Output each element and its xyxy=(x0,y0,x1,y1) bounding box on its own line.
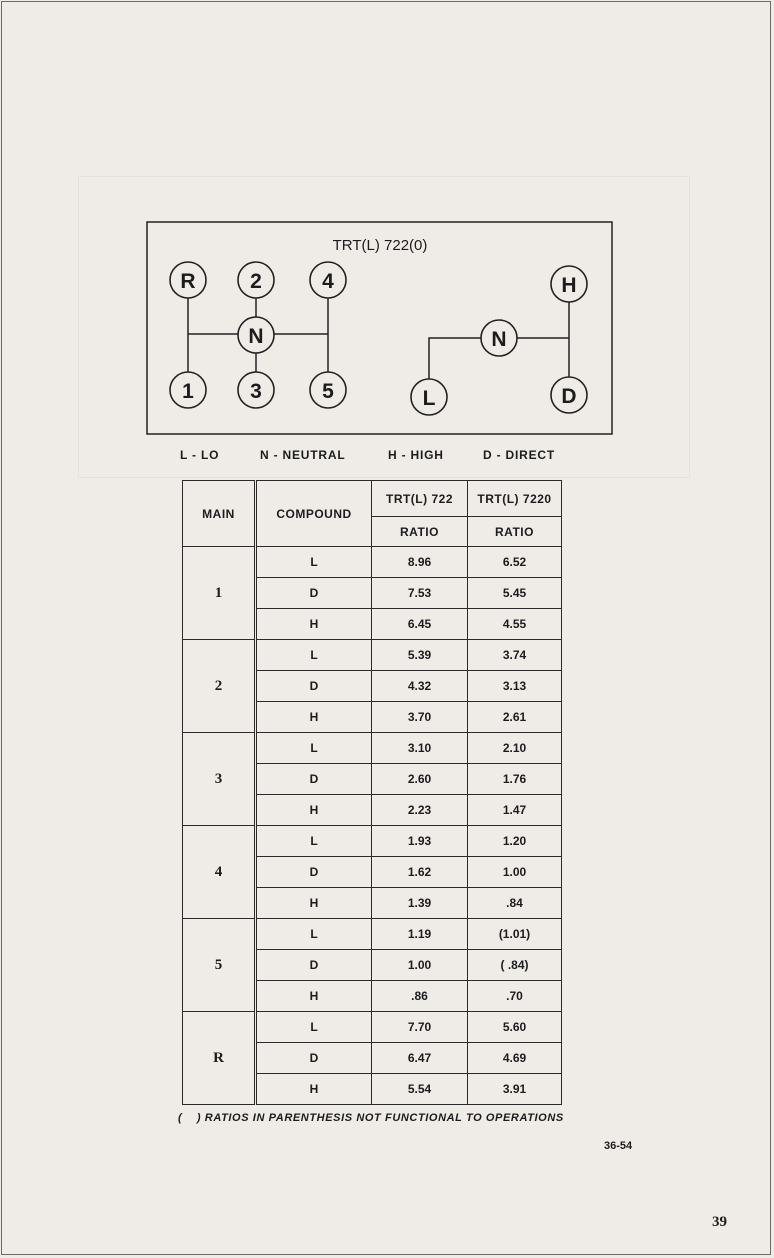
compound-range-cell: D xyxy=(256,857,372,888)
ratio-7220-cell: 2.61 xyxy=(468,702,562,733)
ratio-722-cell: 2.60 xyxy=(372,764,468,795)
main-gear-cell: 2 xyxy=(183,640,256,733)
ratio-7220-cell: 2.10 xyxy=(468,733,562,764)
ratio-7220-cell: .84 xyxy=(468,888,562,919)
gear-5-label: 5 xyxy=(322,380,334,403)
shift-pattern-diagram xyxy=(0,0,774,470)
main-gear-cell: R xyxy=(183,1012,256,1105)
ratio-722-cell: 1.62 xyxy=(372,857,468,888)
ratio-7220-cell: 6.52 xyxy=(468,547,562,578)
ratio-7220-cell: ( .84) xyxy=(468,950,562,981)
ratio-7220-cell: 3.91 xyxy=(468,1074,562,1105)
ratio-722-cell: 2.23 xyxy=(372,795,468,826)
gear-3-label: 3 xyxy=(250,380,262,403)
diagram-title: TRT(L) 722(0) xyxy=(332,237,428,254)
ratio-722-cell: 3.10 xyxy=(372,733,468,764)
header-model-722: TRT(L) 722 xyxy=(372,481,468,517)
ratio-7220-cell: 1.00 xyxy=(468,857,562,888)
legend-neutral: N - NEUTRAL xyxy=(260,448,346,462)
ratio-722-cell: 8.96 xyxy=(372,547,468,578)
compound-range-cell: L xyxy=(256,919,372,950)
table-row xyxy=(183,826,562,857)
ratio-7220-cell: 3.74 xyxy=(468,640,562,671)
ratio-722-cell: 1.19 xyxy=(372,919,468,950)
compound-range-cell: L xyxy=(256,640,372,671)
table-row xyxy=(183,733,562,764)
main-gear-cell: 4 xyxy=(183,826,256,919)
ratio-7220-cell: (1.01) xyxy=(468,919,562,950)
compound-range-cell: H xyxy=(256,1074,372,1105)
figure-number: 36-54 xyxy=(604,1140,633,1152)
ratio-7220-cell: .70 xyxy=(468,981,562,1012)
compound-lo-label: L xyxy=(422,387,436,410)
ratio-7220-cell: 1.47 xyxy=(468,795,562,826)
ratio-722-cell: 4.32 xyxy=(372,671,468,702)
compound-range-cell: D xyxy=(256,578,372,609)
ratio-7220-cell: 5.45 xyxy=(468,578,562,609)
compound-high-label: H xyxy=(561,274,577,297)
header-ratio-722: RATIO xyxy=(372,517,468,547)
compound-range-cell: D xyxy=(256,671,372,702)
table-row xyxy=(183,640,562,671)
ratio-722-cell: 6.47 xyxy=(372,1043,468,1074)
table-row xyxy=(183,1012,562,1043)
ratio-722-cell: 5.54 xyxy=(372,1074,468,1105)
compound-range-cell: H xyxy=(256,702,372,733)
main-gear-cell: 1 xyxy=(183,547,256,640)
compound-range-cell: D xyxy=(256,764,372,795)
gear-r-label: R xyxy=(180,270,196,293)
gear-1-label: 1 xyxy=(182,380,194,403)
compound-neutral-label: N xyxy=(491,328,507,351)
main-gear-cell: 5 xyxy=(183,919,256,1012)
header-compound: COMPOUND xyxy=(256,481,372,547)
main-gear-cell: 3 xyxy=(183,733,256,826)
compound-range-cell: H xyxy=(256,888,372,919)
ratio-722-cell: 6.45 xyxy=(372,609,468,640)
ratio-7220-cell: 1.76 xyxy=(468,764,562,795)
ratio-722-cell: 1.39 xyxy=(372,888,468,919)
header-model-7220: TRT(L) 7220 xyxy=(468,481,562,517)
ratio-722-cell: 1.00 xyxy=(372,950,468,981)
main-neutral-label: N xyxy=(248,325,264,348)
compound-range-cell: H xyxy=(256,609,372,640)
ratio-722-cell: 7.70 xyxy=(372,1012,468,1043)
ratio-table-body xyxy=(183,547,562,1105)
header-main: MAIN xyxy=(183,481,256,547)
table-row xyxy=(183,547,562,578)
gear-ratio-table xyxy=(182,480,562,1105)
gear-4-label: 4 xyxy=(322,270,334,293)
table-row xyxy=(183,919,562,950)
header-ratio-7220: RATIO xyxy=(468,517,562,547)
legend-lo: L - LO xyxy=(180,448,220,462)
ratio-722-cell: .86 xyxy=(372,981,468,1012)
gear-2-label: 2 xyxy=(250,270,262,293)
ratio-7220-cell: 4.55 xyxy=(468,609,562,640)
ratio-7220-cell: 1.20 xyxy=(468,826,562,857)
legend-high: H - HIGH xyxy=(388,448,444,462)
compound-range-cell: L xyxy=(256,547,372,578)
compound-range-cell: H xyxy=(256,981,372,1012)
compound-direct-label: D xyxy=(561,385,577,408)
ratio-7220-cell: 4.69 xyxy=(468,1043,562,1074)
compound-range-cell: D xyxy=(256,950,372,981)
ratio-7220-cell: 3.13 xyxy=(468,671,562,702)
ratio-722-cell: 7.53 xyxy=(372,578,468,609)
ratio-722-cell: 3.70 xyxy=(372,702,468,733)
ratio-722-cell: 1.93 xyxy=(372,826,468,857)
footnote: ( ) RATIOS IN PARENTHESIS NOT FUNCTIONAL TO OPERATIONS xyxy=(178,1112,564,1124)
compound-range-cell: H xyxy=(256,795,372,826)
compound-range-cell: L xyxy=(256,733,372,764)
ratio-7220-cell: 5.60 xyxy=(468,1012,562,1043)
page-number: 39 xyxy=(712,1214,727,1230)
compound-range-cell: D xyxy=(256,1043,372,1074)
compound-range-cell: L xyxy=(256,826,372,857)
legend-direct: D - DIRECT xyxy=(483,448,555,462)
ratio-722-cell: 5.39 xyxy=(372,640,468,671)
compound-range-cell: L xyxy=(256,1012,372,1043)
